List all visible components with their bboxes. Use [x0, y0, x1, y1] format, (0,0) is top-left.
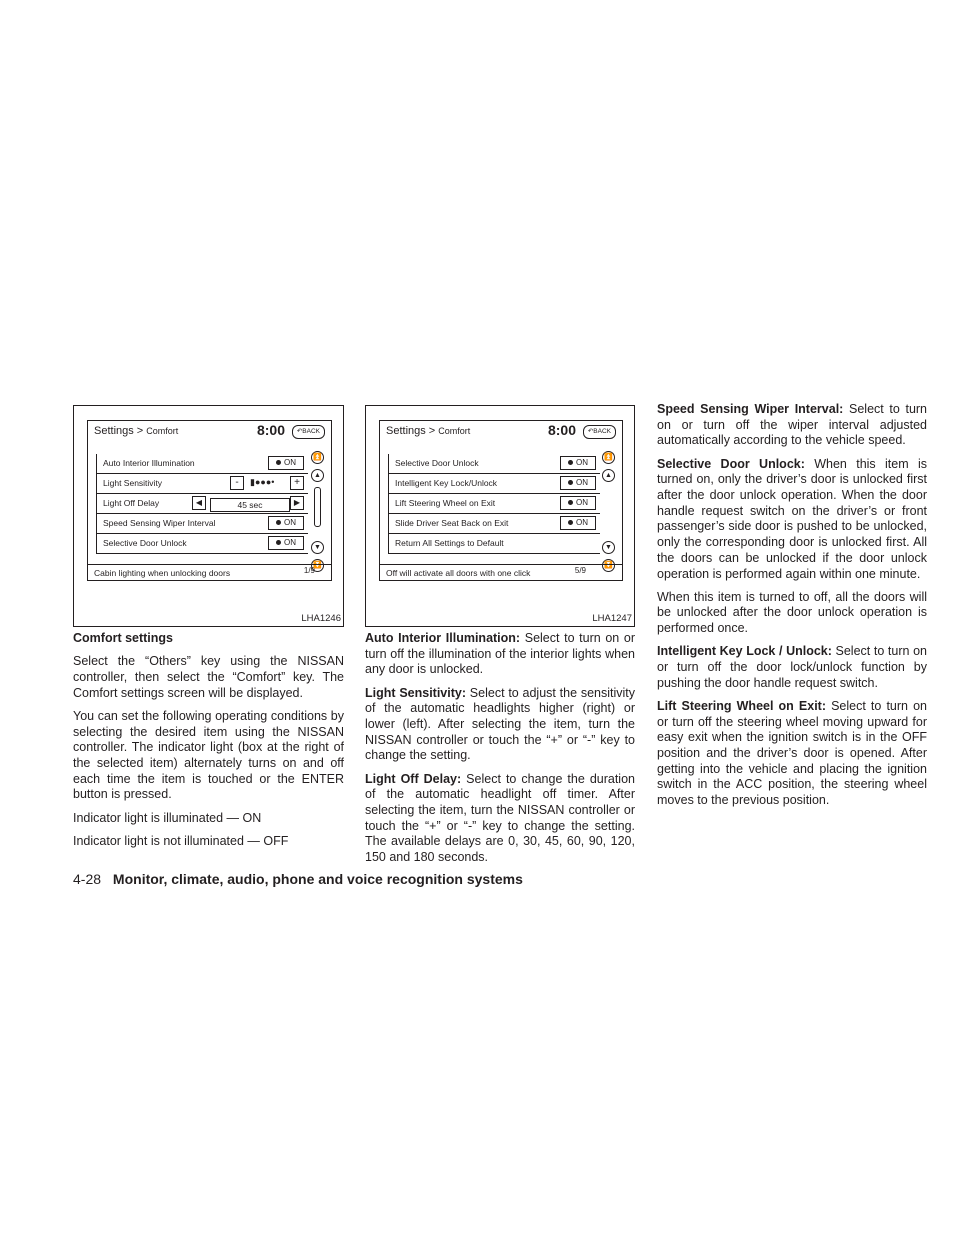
display-screen: [87, 420, 332, 581]
screen-title: Settings > Comfort: [94, 425, 179, 437]
scroll-down-icon[interactable]: ▼: [602, 541, 615, 554]
indicator-on[interactable]: ON: [560, 516, 596, 530]
scroll-down-icon[interactable]: ▼: [311, 541, 324, 554]
paragraph: Auto Interior Illumination: Select to turn on or turn off the illumination of the interior lights when any door is unlocked.: [365, 631, 635, 677]
list-item[interactable]: [388, 474, 600, 494]
indicator-on[interactable]: ON: [560, 456, 596, 470]
indicator-on[interactable]: ON: [268, 516, 304, 530]
scrollbar-track[interactable]: [314, 487, 321, 527]
paragraph: Lift Steering Wheel on Exit: Select to turn on or turn off the steering wheel moving upward for easy exit when the ignition switch is in the OFF position and the driver’s door is opened. After getting into the vehicle and placing the ignition switch in the ACC position, the steering wheel moves to the previous position.: [657, 698, 927, 808]
plus-button[interactable]: +: [290, 476, 304, 490]
screen-header: [88, 421, 331, 443]
indicator-dot-icon: [568, 460, 573, 465]
clock: 8:00: [256, 422, 285, 438]
paragraph: Indicator light is not illuminated — OFF: [73, 833, 289, 848]
indicator-dot-icon: [568, 500, 573, 505]
screen-footer-text: Cabin lighting when unlocking doors: [88, 564, 331, 580]
page-number: 4-28: [73, 871, 102, 887]
indicator-on[interactable]: ON: [560, 496, 596, 510]
list-item[interactable]: [388, 534, 600, 554]
figure-code: LHA1246: [301, 613, 341, 624]
left-arrow-icon[interactable]: ◀: [192, 496, 206, 510]
indicator-on[interactable]: ON: [268, 456, 304, 470]
section-heading: Comfort settings: [73, 631, 173, 645]
column-1: [73, 631, 344, 857]
settings-list: [96, 454, 308, 554]
chapter-title: Monitor, climate, audio, phone and voice recognition systems: [112, 871, 523, 887]
column-2: [365, 631, 635, 873]
item-label: Slide Driver Seat Back on Exit: [395, 518, 509, 528]
paragraph: Indicator light is illuminated — ON: [73, 810, 262, 825]
indicator-dot-icon: [568, 520, 573, 525]
page-indicator: 5/9: [574, 566, 586, 575]
indicator-on[interactable]: ON: [268, 536, 304, 550]
scroll-bottom-icon[interactable]: ⏬: [311, 559, 324, 572]
item-label: Return All Settings to Default: [395, 538, 504, 548]
figure-comfort-settings-2: [365, 405, 635, 627]
list-item[interactable]: [388, 494, 600, 514]
list-item[interactable]: [96, 454, 308, 474]
page-indicator: 1/9: [303, 566, 315, 575]
screen-header: [380, 421, 622, 443]
paragraph: Light Off Delay: Select to change the duration of the automatic headlight off timer. After selecting the item, turn the NISSAN controller or touch the “+” or “-” key to change the setting. The available delays are 0, 30, 45, 60, 90, 120, 150 and 180 seconds.: [365, 771, 635, 865]
item-label: Lift Steering Wheel on Exit: [395, 498, 496, 508]
scroll-sidebar: [600, 451, 618, 569]
paragraph: Intelligent Key Lock / Unlock: Select to turn on or turn off the door lock/unlock function by pushing the door handle request switch.: [657, 644, 927, 690]
list-item[interactable]: [96, 534, 308, 554]
scroll-up-icon[interactable]: ▲: [602, 469, 615, 482]
scroll-up-icon[interactable]: ▲: [311, 469, 324, 482]
sensitivity-slider[interactable]: [230, 476, 304, 490]
paragraph: Selective Door Unlock: When this item is turned on, only the driver’s door is unlocked first after the door unlock operation. When the door handle request switch on the driver’s or front passenger’s side door is pushed to be unlocked, only the corresponding door is unlocked first. All the doors can be unlocked if the door unlock operation is performed again within one minute.: [657, 456, 927, 581]
screen-title: Settings > Comfort: [386, 425, 471, 437]
indicator-dot-icon: [276, 540, 281, 545]
settings-list: [388, 454, 600, 554]
paragraph: Light Sensitivity: Select to adjust the sensitivity of the automatic headlights higher (right) or lower (left). After selecting the item, turn the NISSAN controller or touch the “+” or “-” key to change the setting.: [365, 685, 635, 763]
paragraph: Speed Sensing Wiper Interval: Select to turn on or turn off the wiper interval adjusted automatically according to the vehicle speed.: [657, 402, 928, 448]
screen-footer-text: Off will activate all doors with one click: [380, 564, 622, 580]
back-button[interactable]: ↶BACK: [292, 425, 325, 439]
figure-comfort-settings-1: [73, 405, 344, 627]
item-label: Intelligent Key Lock/Unlock: [395, 478, 498, 488]
scroll-bottom-icon[interactable]: ⏬: [602, 559, 615, 572]
list-item[interactable]: [96, 474, 308, 494]
list-item[interactable]: [96, 514, 308, 534]
item-label: Selective Door Unlock: [103, 538, 187, 548]
list-item[interactable]: [388, 514, 600, 534]
delay-selector[interactable]: [192, 496, 304, 510]
back-button[interactable]: ↶BACK: [583, 425, 616, 439]
delay-value: 45 sec: [210, 498, 290, 512]
back-arrow-icon: ↶: [296, 428, 303, 435]
item-label: Selective Door Unlock: [395, 458, 479, 468]
figure-code: LHA1247: [592, 613, 632, 624]
indicator-dot-icon: [276, 460, 281, 465]
indicator-dot-icon: [276, 520, 281, 525]
item-label: Auto Interior Illumination: [103, 458, 195, 468]
level-dots-icon: ▮●●●•: [250, 477, 275, 487]
back-arrow-icon: ↶: [587, 428, 594, 435]
display-screen: [379, 420, 623, 581]
indicator-dot-icon: [568, 480, 573, 485]
item-label: Light Sensitivity: [103, 478, 163, 488]
item-label: Light Off Delay: [103, 498, 160, 508]
column-3: [657, 402, 927, 816]
scroll-top-icon[interactable]: ⏫: [602, 451, 615, 464]
scroll-sidebar: [309, 451, 327, 569]
clock: 8:00: [547, 422, 576, 438]
paragraph: You can set the following operating conditions by selecting the desired item using the NISSAN controller. The indicator light (box at the right of the selected item) alternately turns on and off each time the item is touched or the ENTER button is pressed.: [73, 708, 344, 802]
minus-button[interactable]: -: [230, 476, 244, 490]
list-item[interactable]: [388, 454, 600, 474]
paragraph: Select the “Others” key using the NISSAN controller, then select the “Comfort” key. The Comfort settings screen will be displayed.: [73, 654, 344, 700]
paragraph: When this item is turned to off, all the doors will be unlocked after the door unlock operation is performed once.: [657, 589, 927, 636]
list-item[interactable]: [96, 494, 308, 514]
indicator-on[interactable]: ON: [560, 476, 596, 490]
scroll-top-icon[interactable]: ⏫: [311, 451, 324, 464]
page-footer: [73, 871, 523, 887]
item-label: Speed Sensing Wiper Interval: [103, 518, 216, 528]
right-arrow-icon[interactable]: ▶: [290, 496, 304, 510]
